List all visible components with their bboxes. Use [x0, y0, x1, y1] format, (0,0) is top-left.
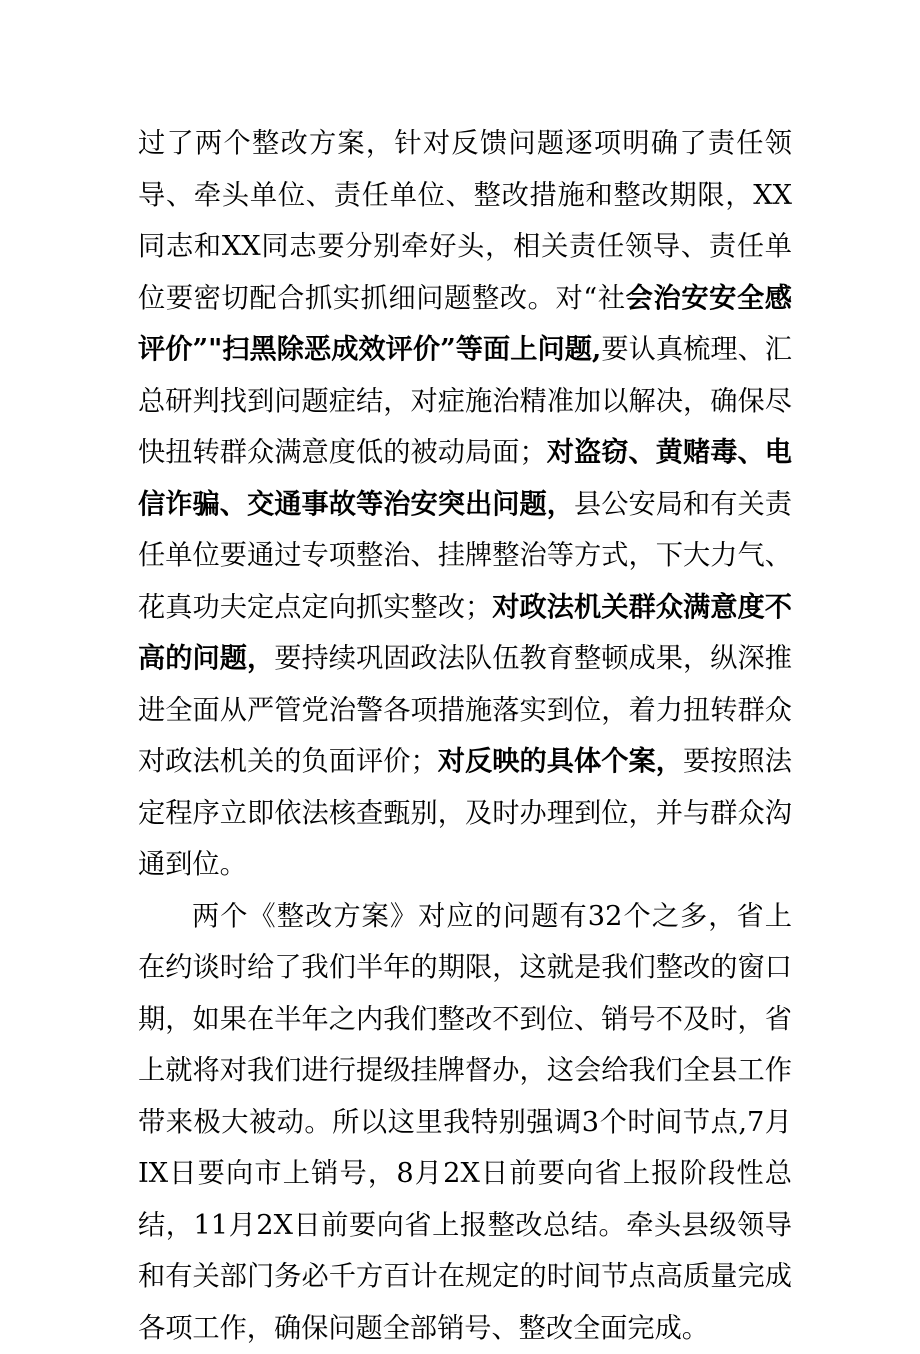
text-run: 过了两个整改方案，针对反馈问题逐项明确了责任领导、牵头单位、责任单位、整改措施和整改期限，XX同志和XX同志要分别牵好头，相关责任领导、责任单位要密切配合抓实抓细问题整改。对“社	[138, 128, 792, 314]
text-run: 要按照法定程序立即依法核查甄别，及时办理到位，并与群众沟通到位。	[138, 746, 792, 880]
text-run: 县公安局和有关责任单位要通过专项整治、挂牌整治等方式，下大力气、花真功夫定点定向抓实整改；	[138, 489, 792, 623]
bold-text-run: 对政法机关群众满意度不高的问题，	[138, 591, 792, 675]
paragraph-2: 两个《整改方案》对应的问题有32个之多，省上在约谈时给了我们半年的期限，这就是我们整改的窗口期，如果在半年之内我们整改不到位、销号不及时，省上就将对我们进行提级挂牌督办，这会给我们全县工作带来极大被动。所以这里我特别强调3个时间节点,7月IX日要向市上销号，8月2X日前要向省上报阶段性总结，11月2X日前要向省上报整改总结。牵头县级领导和有关部门务必千方百计在规定的时间节点高质量完成各项工作，确保问题全部销号、整改全面完成。	[138, 891, 792, 1354]
bold-text-run: 对盗窃、黄赌毒、电信诈骗、交通事故等治安突出问题，	[138, 436, 792, 520]
text-run: 要认真梳理、汇总研判找到问题症结，对症施治精准加以解决，确保尽快扭转群众满意度低的被动局面；	[138, 334, 792, 468]
bold-text-run: 对反映的具体个案，	[438, 745, 683, 777]
paragraph-1	[138, 118, 792, 891]
text-run: 要持续巩固政法队伍教育整顿成果，纵深推进全面从严管党治警各项措施落实到位，着力扭转群众对政法机关的负面评价；	[138, 643, 792, 777]
bold-text-run: 会治安安全感评价”"扫黑除恶成效评价”等面上问题,	[138, 282, 792, 366]
document-body	[138, 118, 792, 1354]
